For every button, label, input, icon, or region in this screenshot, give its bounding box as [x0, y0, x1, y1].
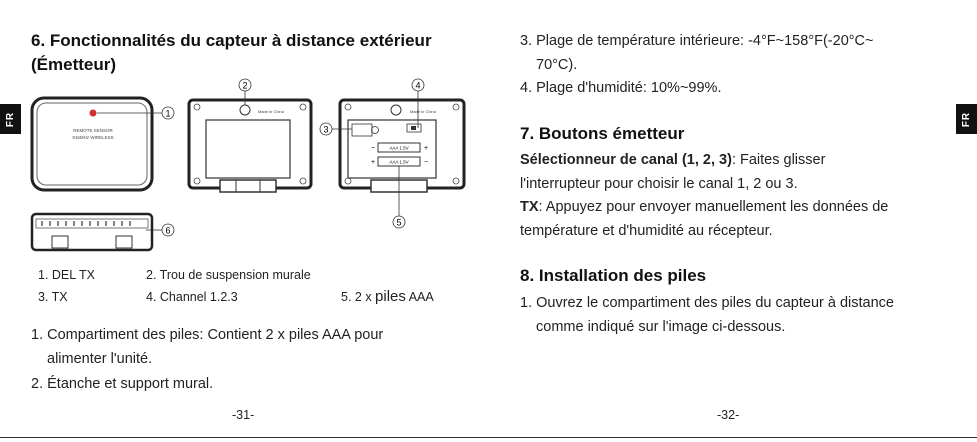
callout-4: 4	[415, 80, 421, 91]
battery-2-label: AAA 1.5V	[389, 159, 409, 165]
legend-item-3: 3. TX	[38, 290, 68, 304]
section-6-heading-line2: (Émetteur)	[31, 55, 117, 74]
open-made-in-text: Made in China	[410, 109, 436, 114]
language-tab-left: FR	[0, 104, 21, 134]
sensor-diagram	[28, 76, 473, 256]
install-step-1: 1. Ouvrez le compartiment des piles du capteur à distance comme indiqué sur l'image ci-dessous.	[520, 295, 894, 335]
section-8-heading: 8. Installation des piles	[520, 266, 707, 285]
page-number-left: -31-	[232, 408, 255, 422]
callout-3: 3	[323, 124, 329, 135]
legend-item-2: 2. Trou de suspension murale	[146, 268, 311, 282]
battery-2-plus: +	[370, 159, 376, 166]
callout-5: 5	[396, 217, 402, 228]
sensor-front-view	[32, 98, 162, 190]
bottom-rule	[0, 437, 977, 438]
battery-1-plus: +	[423, 145, 429, 152]
battery-2-minus: −	[423, 159, 429, 166]
feature-list-item-1: 1. Compartiment des piles: Contient 2 x piles AAA pour alimenter l'unité.	[31, 327, 384, 367]
battery-1-label: AAA 1.5V	[389, 145, 409, 151]
legend-item-5: 5. 2 x piles AAA	[341, 288, 434, 305]
language-tab-right: FR	[956, 104, 977, 134]
battery-1-minus: −	[370, 145, 376, 152]
spec-item-4: 4. Plage d'humidité: 10%~99%.	[520, 80, 722, 96]
channel-selector-description: Sélectionneur de canal (1, 2, 3): Faites glisser l'interrupteur pour choisir le canal 1, 2 ou 3. TX: Appuyez pour envoyer manuellement les données de température et d'humidité au récepteur.	[520, 152, 889, 239]
section-7-heading: 7. Boutons émetteur	[520, 124, 685, 143]
sensor-bottom-view	[32, 214, 162, 250]
sensor-back-view	[189, 91, 311, 192]
feature-list-item-2: 2. Étanche et support mural.	[31, 376, 214, 392]
legend-item-1: 1. DEL TX	[38, 268, 95, 282]
callout-1: 1	[165, 108, 171, 119]
section-6-heading	[31, 29, 432, 77]
sensor-open-compartment-view	[332, 91, 464, 216]
callout-2: 2	[242, 80, 248, 91]
spec-item-3: 3. Plage de température intérieure: -4°F~158°F(-20°C~ 70°C).	[520, 33, 874, 73]
legend-item-4: 4. Channel 1.2.3	[146, 290, 238, 304]
channel-selector-label: Sélectionneur de canal (1, 2, 3)	[520, 152, 732, 168]
back-made-in-text: Made in China	[258, 109, 284, 114]
tx-led-icon	[90, 110, 97, 117]
callout-6: 6	[165, 225, 171, 236]
front-text-wireless: 915MHz WIRELESS	[72, 135, 114, 140]
section-6-heading-line1: 6. Fonctionnalités du capteur à distance extérieur	[31, 31, 432, 50]
page-number-right: -32-	[717, 408, 740, 422]
front-text-remote: REMOTE SENSOR	[73, 128, 113, 133]
tx-label: TX	[520, 199, 539, 215]
